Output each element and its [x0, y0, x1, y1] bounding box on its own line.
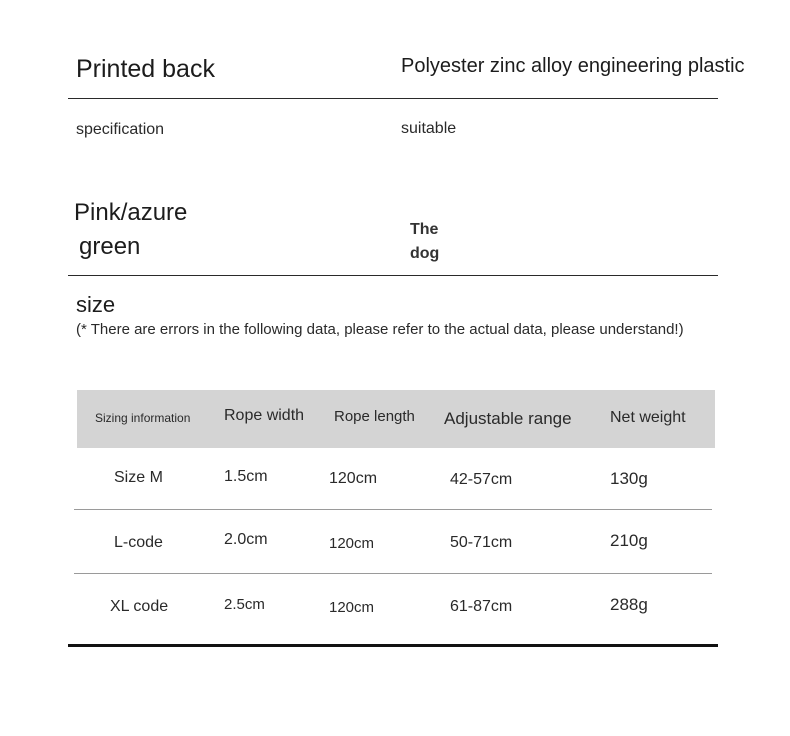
- row-2-rope-length: 120cm: [329, 535, 375, 552]
- header-rope-width: Rope width: [224, 407, 305, 424]
- color-line-2: green: [79, 233, 141, 260]
- row-2-adjustable-range: 50-71cm: [450, 534, 513, 551]
- specification-label: specification: [76, 121, 165, 138]
- row-1-adjustable-range: 42-57cm: [450, 471, 513, 488]
- size-note: (* There are errors in the following data, please refer to the actual data, please understand!): [76, 321, 684, 338]
- header-adjustable-range: Adjustable range: [444, 409, 572, 428]
- material-value: Polyester zinc alloy engineering plastic: [401, 55, 745, 77]
- color-options: [74, 196, 187, 264]
- row-2-net-weight: 210g: [610, 531, 648, 550]
- row-1-rope-length: 120cm: [329, 470, 378, 487]
- row-1-size: Size M: [114, 469, 163, 486]
- header-net-weight: Net weight: [610, 409, 686, 426]
- row-3-rope-width: 2.5cm: [224, 596, 265, 613]
- header-sizing-information: Sizing information: [95, 411, 191, 425]
- row-2-rope-width: 2.0cm: [224, 531, 268, 548]
- row-divider-2: [74, 573, 712, 574]
- suitable-label: suitable: [401, 120, 457, 137]
- row-3-size: XL code: [110, 598, 169, 615]
- material-label: Printed back: [76, 55, 215, 83]
- row-3-net-weight: 288g: [610, 595, 648, 614]
- suitable-value: [410, 218, 439, 266]
- size-title: size: [76, 292, 116, 317]
- row-1-rope-width: 1.5cm: [224, 468, 268, 485]
- header-rope-length: Rope length: [334, 408, 415, 425]
- row-3-rope-length: 120cm: [329, 599, 375, 616]
- suitable-line-1: The: [410, 221, 439, 238]
- color-line-1: Pink/azure: [74, 199, 188, 226]
- table-header: [77, 390, 715, 448]
- row-3-adjustable-range: 61-87cm: [450, 598, 513, 615]
- row-1-net-weight: 130g: [610, 469, 648, 488]
- row-divider-1: [74, 509, 712, 510]
- row-2-size: L-code: [114, 534, 163, 551]
- divider-middle: [68, 275, 718, 276]
- divider-top: [68, 98, 718, 99]
- suitable-line-2: dog: [410, 245, 440, 262]
- table-bottom-border: [68, 644, 718, 647]
